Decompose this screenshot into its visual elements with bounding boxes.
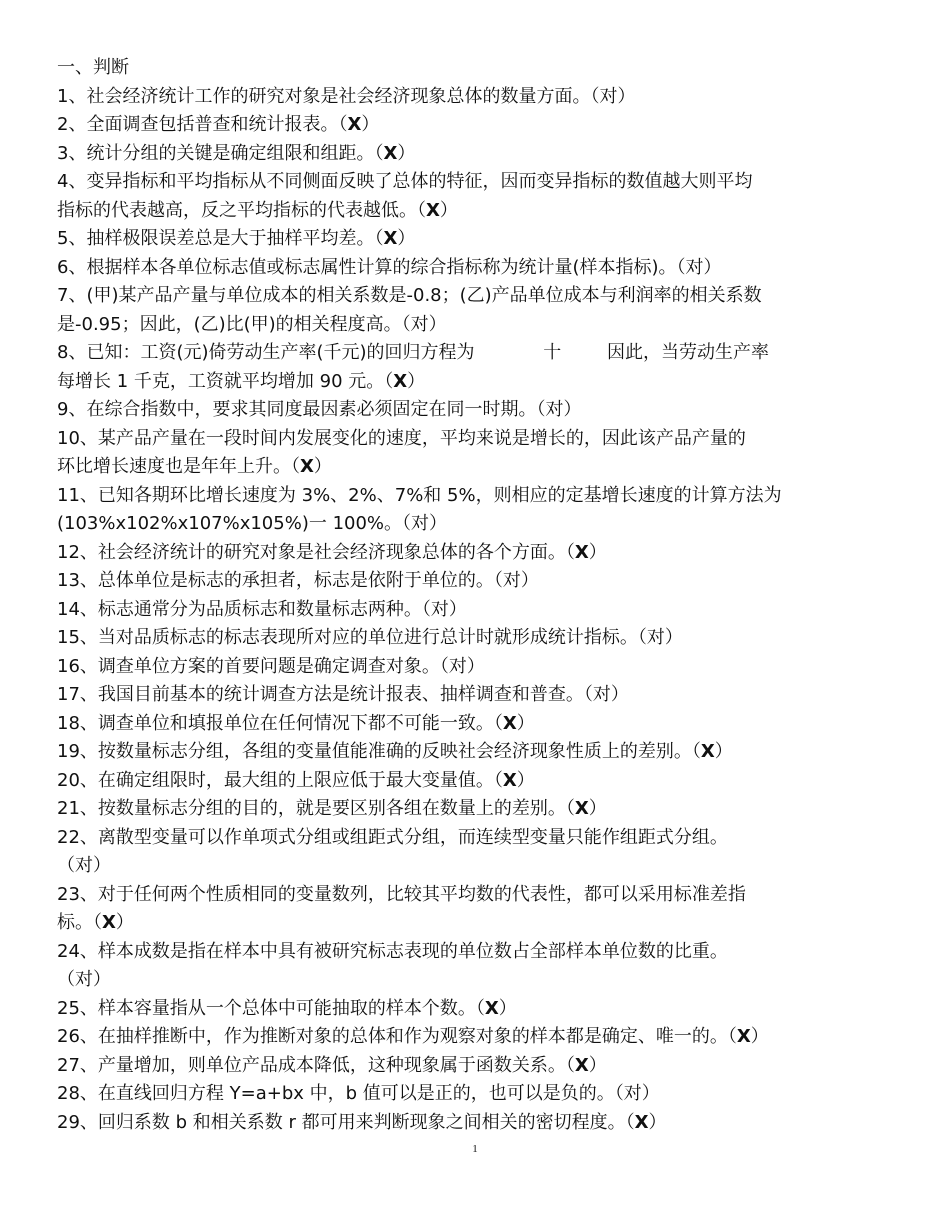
question-line: 23、对于任何两个性质相同的变量数列，比较其平均数的代表性，都可以采用标准差指 xyxy=(57,883,746,905)
question-item xyxy=(57,539,915,568)
question-line: 24、样本成数是指在样本中具有被研究标志表现的单位数占全部样本单位数的比重。 xyxy=(57,940,728,962)
question-item xyxy=(57,881,915,938)
question-line: 16、调查单位方案的首要问题是确定调查对象。（对） xyxy=(57,655,485,677)
answer-mark: X xyxy=(383,228,398,249)
question-line: 21、按数量标志分组的目的，就是要区别各组在数量上的差别。（X） xyxy=(57,798,607,819)
question-line: 5、抽样极限误差总是大于抽样平均差。（X） xyxy=(57,228,416,249)
answer-mark: X xyxy=(300,456,314,477)
question-line: 18、调查单位和填报单位在任何情况下都不可能一致。（X） xyxy=(57,712,535,734)
question-line: 3、统计分组的关键是确定组限和组距。（X） xyxy=(57,142,416,164)
question-item xyxy=(57,339,915,396)
question-list xyxy=(57,83,915,1138)
question-item xyxy=(57,111,915,140)
answer-mark: X xyxy=(102,912,116,933)
answer-mark: X xyxy=(426,199,440,221)
question-item xyxy=(57,1080,915,1109)
question-item xyxy=(57,1023,915,1052)
question-line: 12、社会经济统计的研究对象是社会经济现象总体的各个方面。（X） xyxy=(57,541,607,563)
document-page xyxy=(57,54,915,1137)
answer-mark: X xyxy=(736,1026,751,1047)
question-line: 19、按数量标志分组，各组的变量值能准确的反映社会经济现象性质上的差别。（X） xyxy=(57,741,733,762)
question-line: 7、(甲)某产品产量与单位成本的相关系数是-0.8；(乙)产品单位成本与利润率的相关系数 xyxy=(57,285,762,306)
question-item xyxy=(57,1052,915,1081)
question-item xyxy=(57,795,915,824)
question-line: 25、样本容量指从一个总体中可能抽取的样本个数。（X） xyxy=(57,997,517,1019)
answer-mark: X xyxy=(574,1054,589,1076)
question-line: 6、根据样本各单位标志值或标志属性计算的综合指标称为统计量(样本指标)。（对） xyxy=(57,256,722,278)
question-line: 27、产量增加，则单位产品成本降低，这种现象属于函数关系。（X） xyxy=(57,1054,607,1076)
question-line: 指标的代表越高，反之平均指标的代表越低。（X） xyxy=(57,199,458,221)
question-line: 1、社会经济统计工作的研究对象是社会经济现象总体的数量方面。（对） xyxy=(57,85,636,107)
question-line: 14、标志通常分为品质标志和数量标志两种。（对） xyxy=(57,598,467,620)
question-line: 8、已知：工资(元)倚劳动生产率(千元)的回归方程为 十 因此，当劳动生产率 xyxy=(57,342,769,363)
question-line: 20、在确定组限时，最大组的上限应低于最大变量值。（X） xyxy=(57,769,535,791)
question-item xyxy=(57,425,915,482)
question-line: 10、某产品产量在一段时间内发展变化的速度，平均来说是增长的，因此该产品产量的 xyxy=(57,427,746,449)
question-item xyxy=(57,710,915,739)
question-line: 17、我国目前基本的统计调查方法是统计报表、抽样调查和普查。（对） xyxy=(57,684,629,705)
question-line: 4、变异指标和平均指标从不同侧面反映了总体的特征，因而变异指标的数值越大则平均 xyxy=(57,171,753,192)
page-number: 1 xyxy=(472,1143,478,1155)
question-item xyxy=(57,653,915,682)
question-item xyxy=(57,681,915,710)
question-line: 标。（X） xyxy=(57,912,134,933)
question-line: 13、总体单位是标志的承担者，标志是依附于单位的。（对） xyxy=(57,570,539,591)
question-line: 11、已知各期环比增长速度为 3%、2%、7%和 5%，则相应的定基增长速度的计算方法为 xyxy=(57,484,782,506)
question-item xyxy=(57,254,915,283)
answer-mark: X xyxy=(393,370,408,392)
question-item xyxy=(57,168,915,225)
question-line: 9、在综合指数中，要求其同度最因素必须固定在同一时期。（对） xyxy=(57,399,582,420)
answer-mark: X xyxy=(347,114,362,135)
answer-mark: X xyxy=(502,712,517,734)
answer-mark: X xyxy=(484,997,499,1019)
question-line: 是-0.95；因此，(乙)比(甲)的相关程度高。（对） xyxy=(57,313,447,335)
question-line: （对） xyxy=(57,855,111,876)
question-item xyxy=(57,482,915,539)
question-line: 2、全面调查包括普查和统计报表。（X） xyxy=(57,114,380,135)
question-item xyxy=(57,396,915,425)
question-item xyxy=(57,1109,915,1138)
answer-mark: X xyxy=(574,541,589,563)
question-item xyxy=(57,567,915,596)
answer-mark: X xyxy=(574,798,589,819)
question-item xyxy=(57,767,915,796)
question-item xyxy=(57,624,915,653)
question-item xyxy=(57,140,915,169)
question-item xyxy=(57,995,915,1024)
question-item xyxy=(57,824,915,881)
question-line: 29、回归系数 b 和相关系数 r 都可用来判断现象之间相关的密切程度。（X） xyxy=(57,1111,667,1133)
question-item xyxy=(57,282,915,339)
section-title: 一、判断 xyxy=(57,57,129,78)
answer-mark: X xyxy=(502,769,517,791)
question-line: 15、当对品质标志的标志表现所对应的单位进行总计时就形成统计指标。（对） xyxy=(57,627,683,648)
answer-mark: X xyxy=(383,142,398,164)
question-item xyxy=(57,596,915,625)
question-line: 28、在直线回归方程 Y=a+bx 中，b 值可以是正的，也可以是负的。（对） xyxy=(57,1083,660,1104)
question-line: 22、离散型变量可以作单项式分组或组距式分组，而连续型变量只能作组距式分组。 xyxy=(57,826,728,848)
question-item xyxy=(57,738,915,767)
question-line: 环比增长速度也是年年上升。（X） xyxy=(57,456,332,477)
question-line: 每增长 1 千克，工资就平均增加 90 元。（X） xyxy=(57,370,426,392)
question-line: 26、在抽样推断中，作为推断对象的总体和作为观察对象的样本都是确定、唯一的。（X） xyxy=(57,1026,769,1047)
answer-mark: X xyxy=(700,741,715,762)
question-item xyxy=(57,225,915,254)
question-item xyxy=(57,83,915,112)
question-item xyxy=(57,938,915,995)
question-line: （对） xyxy=(57,969,111,990)
question-line: (103%x102%x107%x105%)一 100%。（对） xyxy=(57,513,448,534)
answer-mark: X xyxy=(634,1111,649,1133)
